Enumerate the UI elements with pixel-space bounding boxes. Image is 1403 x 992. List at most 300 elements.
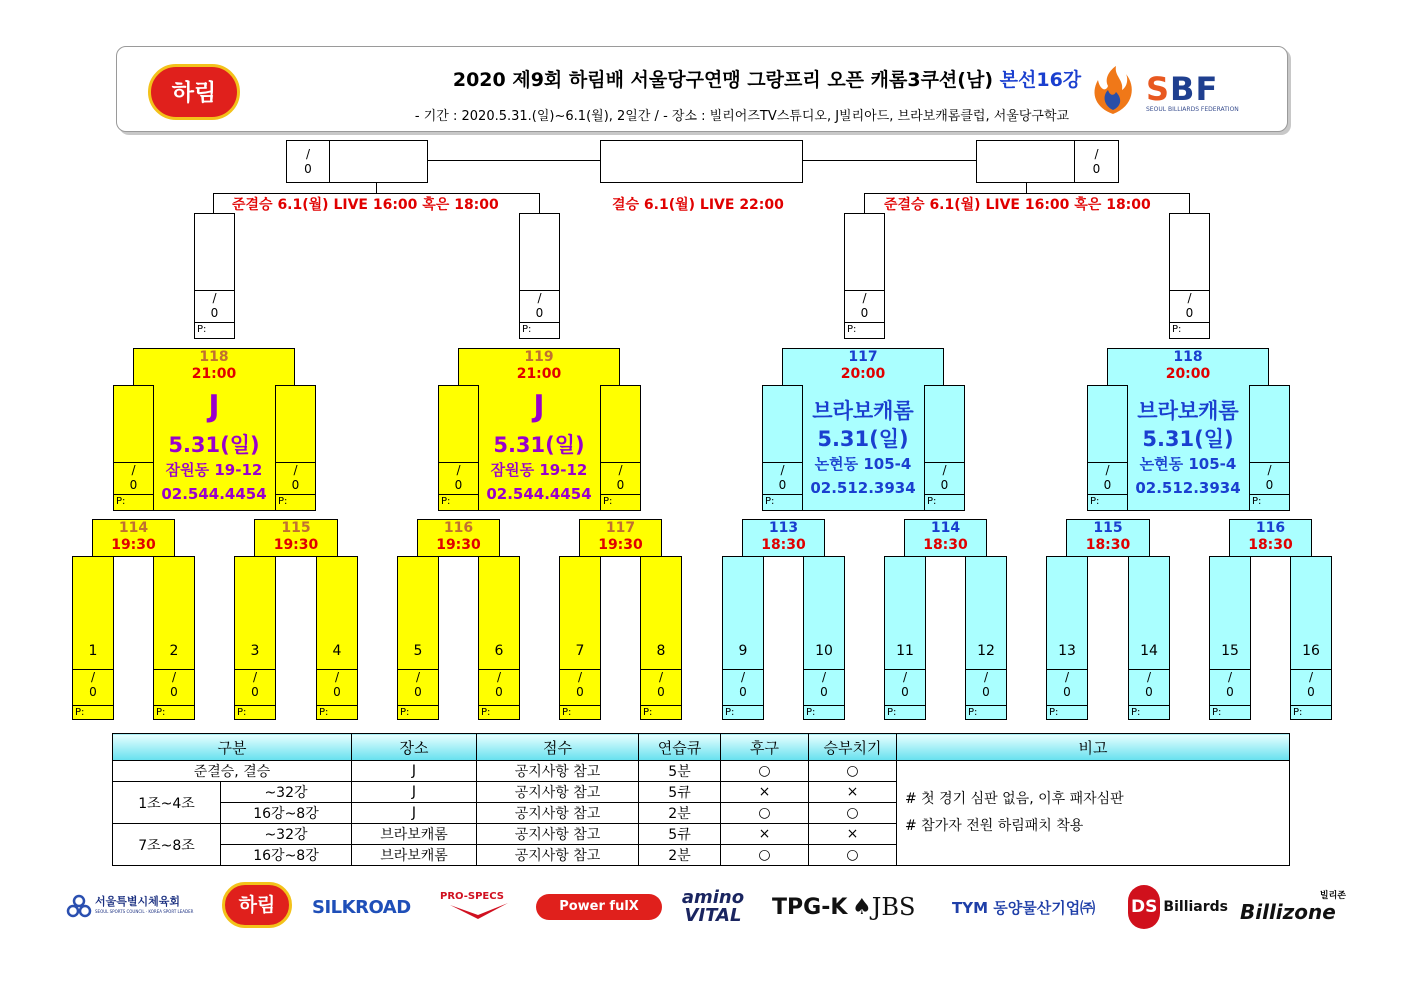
harim-logo: 하림 — [148, 64, 240, 120]
score-value: 0 — [495, 685, 503, 699]
seoul-sports-emblem-icon — [66, 894, 92, 920]
score-cell[interactable] — [1170, 290, 1209, 323]
match-header-qf — [782, 348, 944, 386]
player-cell[interactable]: P: — [885, 705, 925, 719]
score-value: 0 — [251, 685, 259, 699]
score-frames: / — [456, 463, 461, 477]
player-slot-9 — [722, 556, 764, 720]
title-highlight: 본선16강 — [999, 69, 1082, 91]
cell-stage: 16강~8강 — [221, 845, 352, 866]
score-value: 0 — [940, 478, 949, 492]
match-header-r16 — [1229, 519, 1312, 557]
harim-logo-small: 하림 — [222, 882, 292, 928]
venue-phone: 02.512.3934 — [1135, 479, 1241, 497]
score-frames: / — [618, 463, 623, 477]
score-value: 0 — [657, 685, 665, 699]
sponsor-silkroad: SILKROAD — [312, 896, 411, 918]
slot-number: 4 — [332, 643, 342, 659]
bracket-line — [376, 182, 377, 194]
score-value: 0 — [901, 685, 909, 699]
player-cell[interactable]: P: — [1129, 705, 1169, 719]
player-cell[interactable]: P: — [925, 494, 964, 508]
slot-number: 3 — [250, 643, 260, 659]
match-number: 115 — [281, 520, 311, 536]
player-cell[interactable]: P: — [73, 705, 113, 719]
match-time: 20:00 — [840, 366, 886, 382]
venue-phone: 02.512.3934 — [810, 479, 916, 497]
score-value: 0 — [860, 306, 869, 320]
venue-phone: 02.544.4454 — [486, 485, 592, 503]
score-frames: / — [90, 670, 96, 684]
sponsor-text: 빌리존 — [1319, 891, 1346, 901]
score-cell[interactable] — [1210, 669, 1250, 706]
cell-group: 준결승, 결승 — [113, 761, 352, 782]
player-cell[interactable]: P: — [723, 705, 763, 719]
player-cell[interactable]: P: — [763, 494, 802, 508]
cell-hugu: ○ — [721, 803, 809, 824]
cell-score: 공지사항 참고 — [477, 761, 639, 782]
cell-venue: J — [352, 782, 477, 803]
score-value: 0 — [739, 685, 747, 699]
player-slot-12 — [965, 556, 1007, 720]
match-header-qf — [133, 348, 295, 386]
player-slot-13 — [1046, 556, 1088, 720]
score-cell[interactable] — [885, 669, 925, 706]
col-header: 장소 — [352, 734, 477, 761]
player-cell[interactable]: P: — [1291, 705, 1331, 719]
score-value: 0 — [1307, 685, 1315, 699]
cell-tiebreak: × — [809, 782, 897, 803]
player-slot-11 — [884, 556, 926, 720]
bracket-line — [1026, 182, 1027, 194]
cell-group: 7조~8조 — [113, 824, 221, 866]
score-cell[interactable] — [925, 462, 964, 495]
player-slot-14 — [1128, 556, 1170, 720]
score-cell[interactable] — [73, 669, 113, 706]
cell-stage: 16강~8강 — [221, 803, 352, 824]
score-cell[interactable] — [520, 290, 559, 323]
player-slot-15 — [1209, 556, 1251, 720]
player-slot-16 — [1290, 556, 1332, 720]
player-cell[interactable]: P: — [966, 705, 1006, 719]
player-slot-2 — [153, 556, 195, 720]
score-value: 0 — [1265, 478, 1274, 492]
round-label-semi-right: 준결승 6.1(월) LIVE 16:00 혹은 18:00 — [884, 197, 1151, 213]
match-time: 20:00 — [1165, 366, 1211, 382]
player-cell[interactable]: P: — [479, 705, 519, 719]
player-cell[interactable]: P: — [520, 322, 559, 336]
finalist-left — [286, 140, 428, 183]
semifinal-slot — [194, 213, 235, 339]
score-cell[interactable] — [804, 669, 844, 706]
score-frames: / — [415, 670, 421, 684]
venue-date: 5.31(일) — [1142, 427, 1234, 451]
score-cell[interactable] — [763, 462, 802, 495]
match-header-r16 — [92, 519, 175, 557]
match-header-r16 — [742, 519, 825, 557]
score-frames: / — [1227, 670, 1233, 684]
match-time: 21:00 — [191, 366, 237, 382]
cell-hugu: ○ — [721, 845, 809, 866]
score-cell[interactable] — [723, 669, 763, 706]
champion-box — [600, 140, 803, 183]
sponsor-text: Billizone — [1240, 900, 1336, 924]
semifinal-slot — [1169, 213, 1210, 339]
venue-date: 5.31(일) — [493, 433, 585, 457]
bracket-line — [213, 193, 214, 214]
sponsor-text: PRO-SPECS — [440, 891, 504, 902]
score-frames: / — [252, 670, 258, 684]
score-value: 0 — [170, 685, 178, 699]
bracket-line — [1189, 193, 1190, 214]
player-cell[interactable]: P: — [398, 705, 438, 719]
score-frames: / — [862, 291, 867, 305]
match-header-r16 — [904, 519, 987, 557]
player-cell[interactable]: P: — [317, 705, 357, 719]
score-frames: / — [577, 670, 583, 684]
score-cell[interactable] — [195, 290, 234, 323]
player-cell[interactable]: P: — [804, 705, 844, 719]
cell-hugu: ○ — [721, 761, 809, 782]
score-value: 0 — [129, 478, 138, 492]
sponsor-aminovital: amino VITAL — [681, 887, 745, 926]
slot-number: 6 — [494, 643, 504, 659]
score-value: 0 — [454, 478, 463, 492]
finalist-right — [976, 140, 1118, 183]
cell-practice: 2분 — [639, 845, 721, 866]
slot-number: 14 — [1140, 643, 1158, 659]
cell-hugu: × — [721, 824, 809, 845]
venue-block — [478, 385, 600, 511]
match-time: 18:30 — [1085, 537, 1131, 553]
cell-tiebreak: ○ — [809, 803, 897, 824]
player-slot-6 — [478, 556, 520, 720]
player-cell[interactable]: P: — [1210, 705, 1250, 719]
player-cell[interactable]: P: — [114, 494, 153, 508]
match-time: 19:30 — [598, 537, 643, 553]
score-frames: / — [1308, 670, 1314, 684]
player-cell[interactable]: P: — [601, 494, 640, 508]
score-cell[interactable] — [1047, 669, 1087, 706]
match-time: 18:30 — [1248, 537, 1293, 553]
finalist-right-score — [1074, 140, 1119, 183]
match-header-qf — [1107, 348, 1269, 386]
player-cell[interactable]: P: — [439, 494, 478, 508]
slot-number: 13 — [1058, 643, 1076, 659]
venue-address: 논현동 105-4 — [1139, 455, 1237, 473]
sponsor-text: SEOUL SPORTS COUNCIL · KOREA SPORT LEADER — [95, 909, 194, 914]
venue-block — [802, 385, 924, 511]
match-time: 19:30 — [273, 537, 319, 553]
score-value: 0 — [535, 306, 544, 320]
score-cell[interactable] — [398, 669, 438, 706]
score-value: 0 — [820, 685, 828, 699]
score-frames: / — [171, 670, 177, 684]
sponsor-text: Billiards — [1163, 899, 1228, 915]
score-frames: / — [740, 670, 746, 684]
score-cell[interactable] — [601, 462, 640, 495]
cell-score: 공지사항 참고 — [477, 845, 639, 866]
match-number: 115 — [1093, 520, 1123, 536]
match-number: 116 — [1255, 520, 1286, 536]
qf-slot — [924, 385, 965, 511]
qf-slot — [113, 385, 154, 511]
score-cell[interactable] — [479, 669, 519, 706]
cell-tiebreak: ○ — [809, 761, 897, 782]
cell-stage: ~32강 — [221, 824, 352, 845]
score-cell[interactable] — [154, 669, 194, 706]
sponsor-billizone — [1240, 884, 1350, 930]
cell-score: 공지사항 참고 — [477, 803, 639, 824]
score-cell[interactable] — [317, 669, 357, 706]
player-slot-4 — [316, 556, 358, 720]
match-time: 21:00 — [516, 366, 562, 382]
player-cell[interactable]: P: — [560, 705, 600, 719]
venue-block — [1127, 385, 1249, 511]
slot-number: 9 — [738, 643, 748, 659]
score-value: 0 — [1145, 685, 1153, 699]
player-cell[interactable]: P: — [195, 322, 234, 336]
cell-notes — [897, 761, 1290, 866]
match-number: 118 — [199, 349, 229, 365]
score-value: 0 — [616, 478, 625, 492]
match-header-r16 — [579, 519, 662, 557]
player-slot-7 — [559, 556, 601, 720]
player-slot-3 — [234, 556, 276, 720]
match-time: 18:30 — [761, 537, 806, 553]
qf-slot — [275, 385, 316, 511]
sponsor-jbs — [852, 884, 936, 930]
score-cell[interactable] — [276, 462, 315, 495]
sponsor-text: Power fulX — [536, 894, 662, 920]
sponsor-powerfulx — [536, 884, 662, 930]
score-cell[interactable] — [235, 669, 275, 706]
venue-address: 논현동 105-4 — [814, 455, 912, 473]
score-cell[interactable] — [845, 290, 884, 323]
score-frames: / — [902, 670, 908, 684]
venue-date: 5.31(일) — [168, 433, 260, 457]
score-frames: / — [821, 670, 827, 684]
qf-slot — [762, 385, 803, 511]
semifinal-slot — [519, 213, 560, 339]
score-value: 0 — [414, 685, 422, 699]
qf-slot — [1249, 385, 1290, 511]
score-frames: / — [1105, 463, 1110, 477]
player-slot-8 — [640, 556, 682, 720]
venue-address: 잠원동 19-12 — [165, 461, 263, 479]
sponsor-tym: TYM 동양물산기업㈜ — [952, 898, 1096, 917]
col-header: 점수 — [477, 734, 639, 761]
score-cell[interactable] — [1291, 669, 1331, 706]
qf-slot — [1087, 385, 1128, 511]
score-value: 0 — [1063, 685, 1071, 699]
bracket-line — [428, 160, 600, 161]
venue-address: 잠원동 19-12 — [490, 461, 588, 479]
score-frames: / — [496, 670, 502, 684]
col-header: 비고 — [897, 734, 1290, 761]
sbf-subtitle: SEOUL BILLIARDS FEDERATION — [1146, 106, 1239, 113]
match-time: 19:30 — [111, 537, 156, 553]
player-cell[interactable]: P: — [1088, 494, 1127, 508]
slot-number: 12 — [977, 643, 995, 659]
qf-slot — [438, 385, 479, 511]
score-frames: / — [293, 463, 298, 477]
col-header: 연습큐 — [639, 734, 721, 761]
score-value: 0 — [576, 685, 584, 699]
venue-name: J — [208, 389, 220, 424]
player-cell[interactable]: P: — [235, 705, 275, 719]
match-number: 114 — [118, 520, 149, 536]
player-slot-1 — [72, 556, 114, 720]
col-header: 승부치기 — [809, 734, 897, 761]
score-value: 0 — [982, 685, 990, 699]
round-label-final: 결승 6.1(월) LIVE 22:00 — [612, 197, 784, 213]
player-cell[interactable]: P: — [1250, 494, 1289, 508]
score-frames: / — [983, 670, 989, 684]
page-title: 2020 제9회 하림배 서울당구연맹 그랑프리 오픈 캐롬3쿠션(남) 본선16강 — [452, 69, 1082, 91]
score-value: 0 — [778, 478, 787, 492]
player-cell[interactable]: P: — [154, 705, 194, 719]
score-frames: / — [1187, 291, 1192, 305]
col-header: 구분 — [113, 734, 352, 761]
slot-number: 7 — [575, 643, 585, 659]
score-value: 0 — [333, 685, 341, 699]
player-cell[interactable]: P: — [1047, 705, 1087, 719]
prospecs-swoosh-icon — [448, 901, 510, 919]
score-cell[interactable] — [560, 669, 600, 706]
match-number: 119 — [524, 349, 554, 365]
venue-name: 브라보캐롬 — [812, 399, 914, 423]
score-frames: / — [1064, 670, 1070, 684]
slot-number: 10 — [815, 643, 833, 659]
score-cell[interactable] — [1088, 462, 1127, 495]
bracket-line — [539, 193, 540, 214]
score-cell[interactable] — [966, 669, 1006, 706]
cell-venue: J — [352, 803, 477, 824]
cell-practice: 5큐 — [639, 824, 721, 845]
cell-stage: ~32강 — [221, 782, 352, 803]
match-number: 117 — [848, 349, 878, 365]
score-frames: / — [334, 670, 340, 684]
cell-score: 공지사항 참고 — [477, 824, 639, 845]
score-cell[interactable] — [641, 669, 681, 706]
score-value: 0 — [291, 478, 300, 492]
sponsor-prospecs — [440, 884, 516, 930]
semifinal-slot — [844, 213, 885, 339]
cell-practice: 5큐 — [639, 782, 721, 803]
table-header-row — [113, 734, 1290, 761]
match-number: 117 — [605, 520, 636, 536]
score-frames: / — [131, 463, 136, 477]
finalist-left-score — [286, 140, 330, 183]
score-cell[interactable] — [114, 462, 153, 495]
slot-number: 11 — [896, 643, 914, 659]
cell-tiebreak: × — [809, 824, 897, 845]
event-period-venue: - 기간 : 2020.5.31.(일)~6.1(월), 2일간 / - 장소 : 빌리어즈TV스튜디오, J빌리아드, 브라보캐롬클럽, 서울당구학교 — [414, 109, 1070, 124]
match-header-qf — [458, 348, 620, 386]
cell-hugu: × — [721, 782, 809, 803]
cell-venue: 브라보캐롬 — [352, 824, 477, 845]
score-value: 0 — [1103, 478, 1112, 492]
score-value: 0 — [89, 685, 97, 699]
score-frames: / — [1146, 670, 1152, 684]
cell-group: 1조~4조 — [113, 782, 221, 824]
score-cell[interactable] — [439, 462, 478, 495]
sponsor-text: 서울특별시체육회 — [95, 895, 181, 908]
score-value: 0 — [1226, 685, 1234, 699]
score-value: 0 — [1185, 306, 1194, 320]
score-frames: / — [780, 463, 785, 477]
slot-number: 8 — [656, 643, 666, 659]
note-line: # 첫 경기 심판 없음, 이후 패자심판 — [905, 791, 1124, 807]
table-row — [113, 761, 1290, 782]
ds-logo-icon: DS — [1128, 885, 1160, 929]
venue-phone: 02.544.4454 — [161, 485, 267, 503]
match-time: 18:30 — [923, 537, 968, 553]
slot-number: 2 — [169, 643, 179, 659]
score-value: 0 — [210, 306, 219, 320]
sponsor-ds-billiards — [1128, 884, 1228, 930]
player-slot-10 — [803, 556, 845, 720]
score-cell[interactable] — [1250, 462, 1289, 495]
venue-name: 브라보캐롬 — [1137, 399, 1239, 423]
player-cell[interactable]: P: — [276, 494, 315, 508]
note-line: # 참가자 전원 하림패치 착용 — [905, 818, 1084, 834]
match-number: 116 — [443, 520, 474, 536]
score-value: / 0 — [1092, 147, 1101, 176]
sponsor-tpgk: TPG-K — [772, 894, 848, 920]
cell-score: 공지사항 참고 — [477, 782, 639, 803]
slot-number: 5 — [413, 643, 423, 659]
match-number: 113 — [768, 520, 799, 536]
slot-number: 1 — [88, 643, 98, 659]
cell-tiebreak: ○ — [809, 845, 897, 866]
cell-venue: 브라보캐롬 — [352, 845, 477, 866]
venue-name: J — [533, 389, 545, 424]
score-frames: / — [537, 291, 542, 305]
player-cell[interactable]: P: — [641, 705, 681, 719]
venue-date: 5.31(일) — [817, 427, 909, 451]
rules-table — [112, 733, 1290, 866]
spade-icon: ♠ — [852, 894, 872, 920]
sponsor-harim — [222, 880, 292, 930]
sbf-wordmark: SBF — [1146, 70, 1219, 108]
score-frames: / — [212, 291, 217, 305]
score-cell[interactable] — [1129, 669, 1169, 706]
cell-practice: 2분 — [639, 803, 721, 824]
match-header-r16 — [1066, 519, 1150, 557]
bracket-line — [803, 160, 976, 161]
bracket-line — [864, 193, 865, 214]
match-number: 118 — [1173, 349, 1203, 365]
score-frames: / — [1267, 463, 1272, 477]
score-frames: / — [658, 670, 664, 684]
col-header: 후구 — [721, 734, 809, 761]
cell-practice: 5분 — [639, 761, 721, 782]
sponsor-text: JBS — [871, 893, 916, 921]
slot-number: 16 — [1302, 643, 1320, 659]
player-cell[interactable]: P: — [845, 322, 884, 336]
round-label-semi-left: 준결승 6.1(월) LIVE 16:00 혹은 18:00 — [232, 197, 499, 213]
match-header-r16 — [417, 519, 500, 557]
venue-block — [153, 385, 275, 511]
cell-venue: J — [352, 761, 477, 782]
score-value: / 0 — [304, 147, 312, 176]
slot-number: 15 — [1221, 643, 1239, 659]
match-header-r16 — [254, 519, 338, 557]
player-cell[interactable]: P: — [1170, 322, 1209, 336]
match-time: 19:30 — [436, 537, 481, 553]
